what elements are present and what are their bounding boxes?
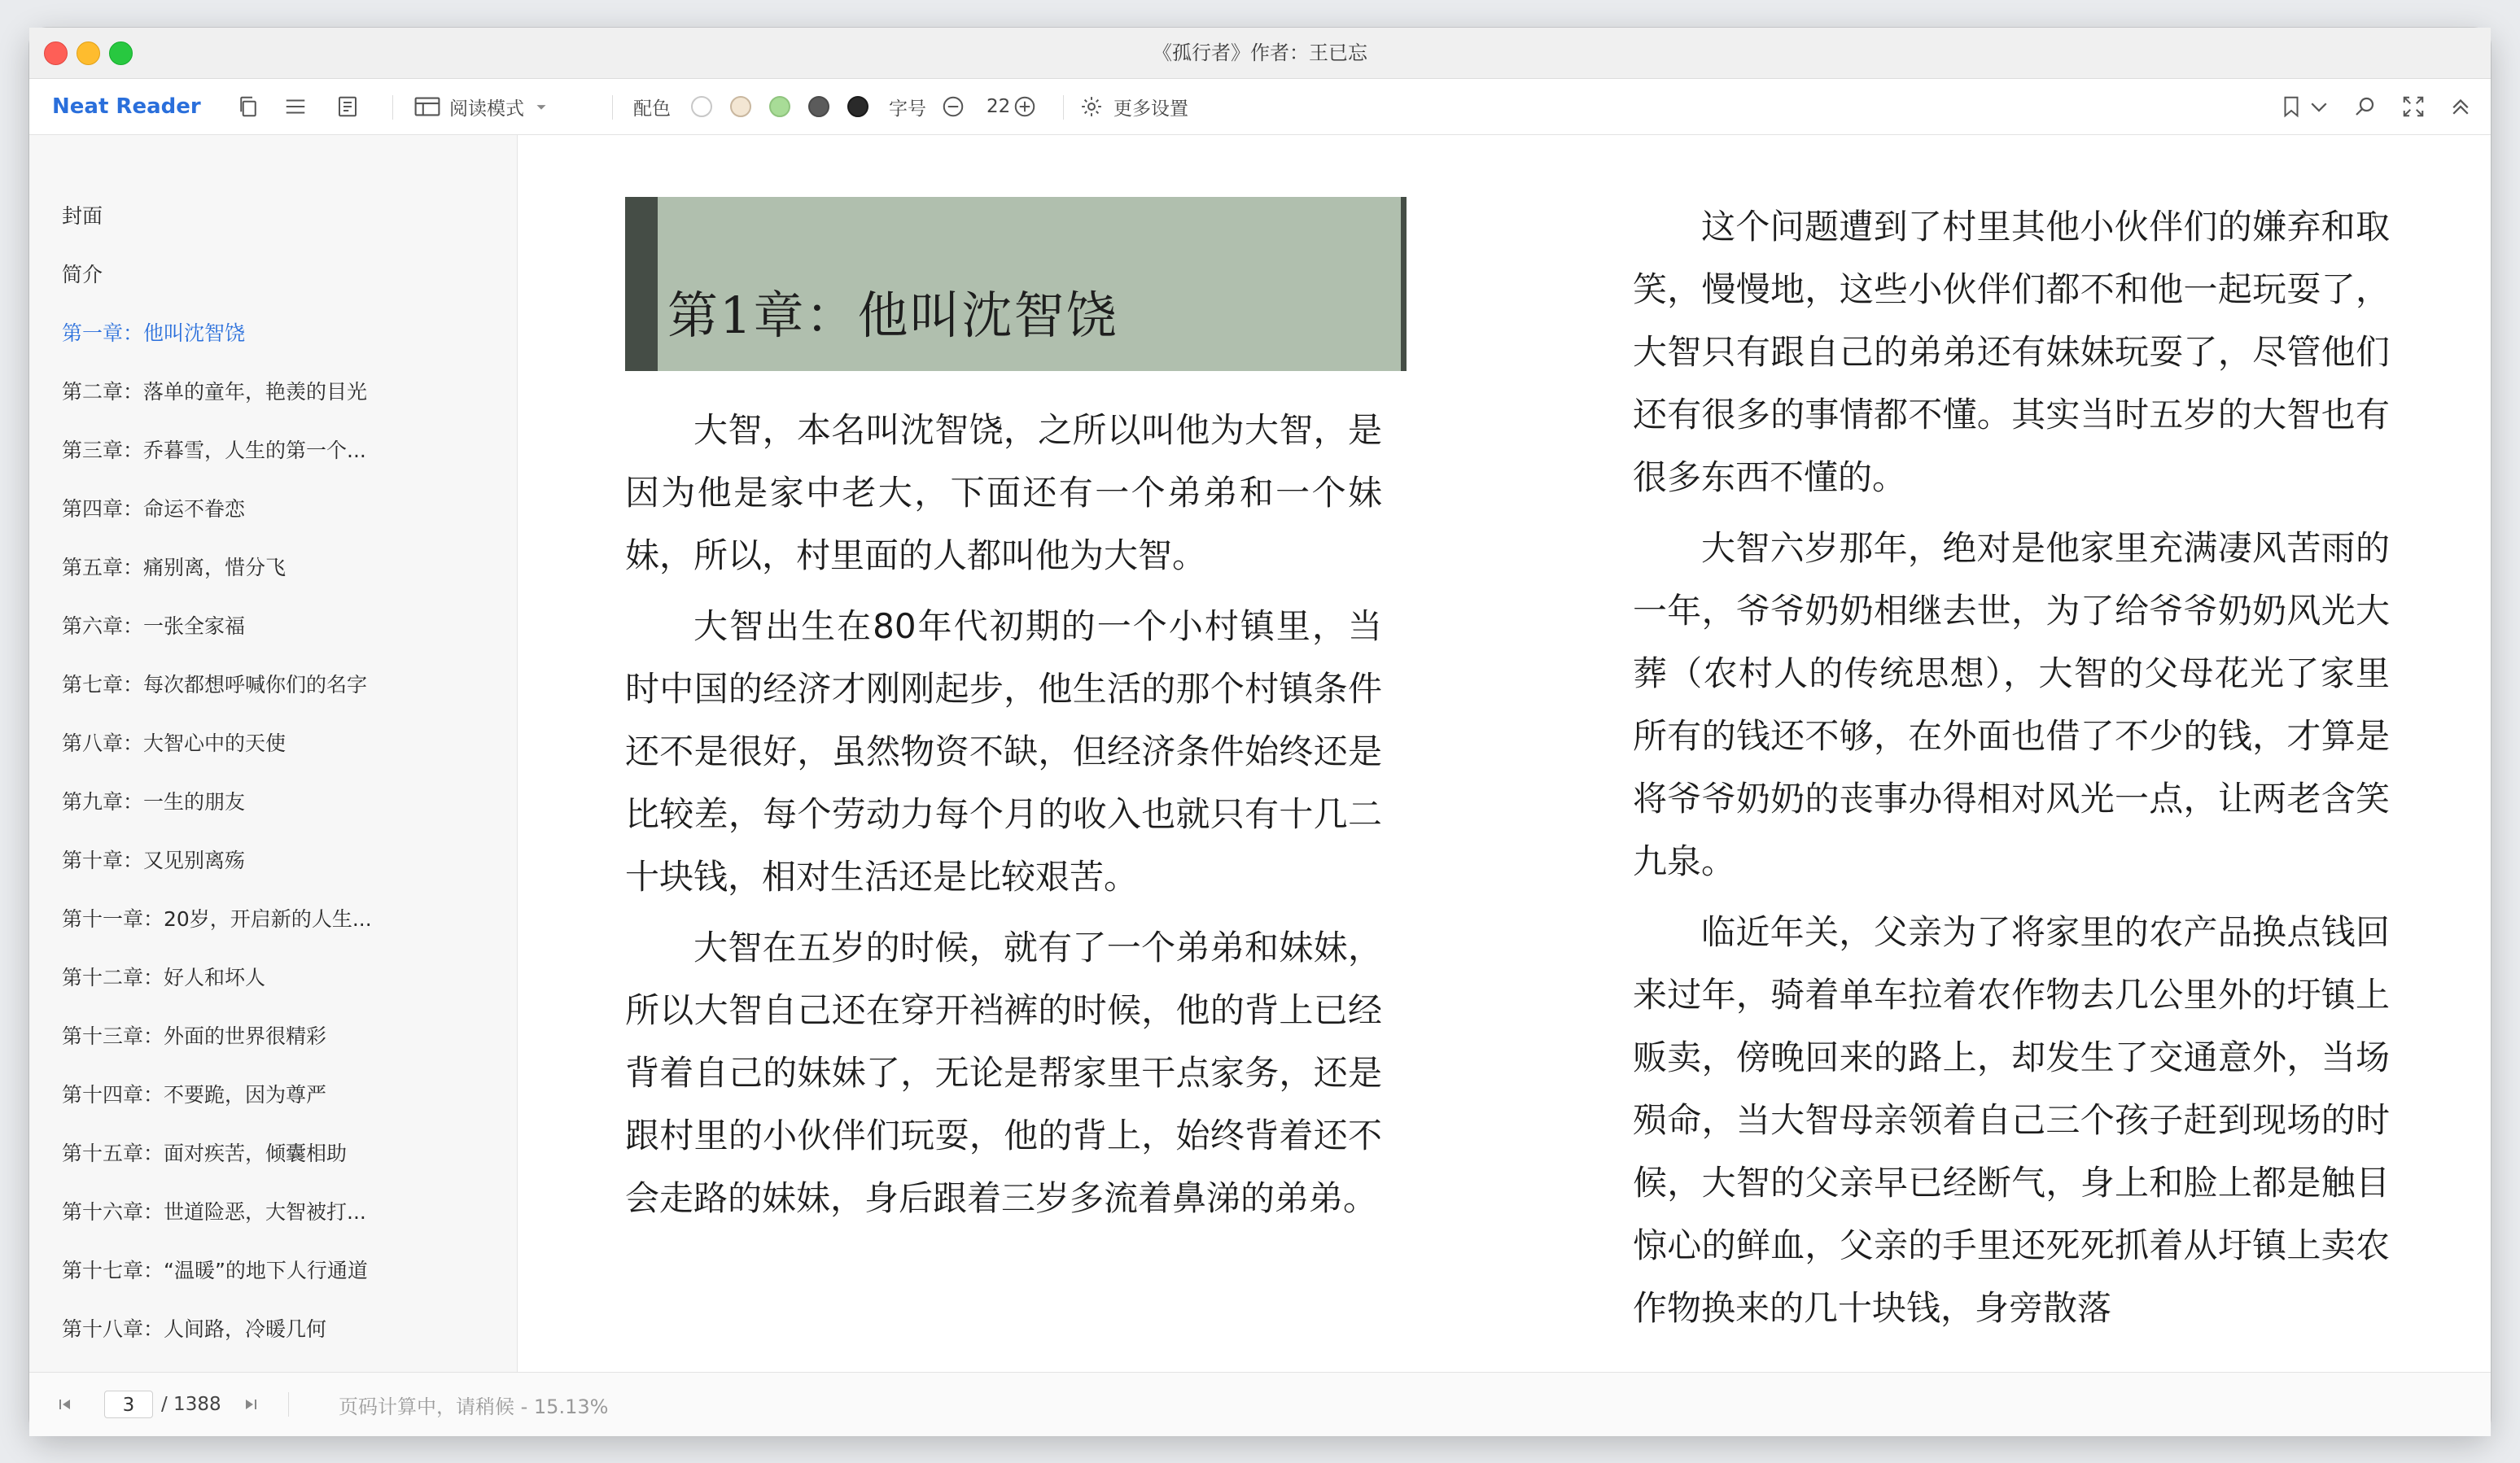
toc-item-chapter-4[interactable]: 第四章：命运不眷恋 [62, 497, 246, 521]
toc-item-chapter-9[interactable]: 第九章：一生的朋友 [62, 790, 246, 814]
more-settings-label: 更多设置 [1113, 98, 1188, 120]
toc-item-chapter-6[interactable]: 第六章：一张全家福 [62, 614, 246, 638]
toolbar [29, 79, 2491, 135]
total-pages: / 1388 [161, 1394, 221, 1415]
color-swatch-black[interactable] [847, 96, 868, 117]
table-of-contents [29, 135, 518, 1372]
page-number-input[interactable]: 3 [104, 1391, 153, 1418]
app-window [29, 28, 2491, 1435]
statusbar-divider [288, 1392, 289, 1417]
toc-item-chapter-10[interactable]: 第十章：又见别离殇 [62, 849, 246, 872]
bookmark-icon[interactable] [2277, 79, 2305, 134]
toc-item-chapter-5[interactable]: 第五章：痛别离，惜分飞 [62, 556, 287, 579]
color-swatch-white[interactable] [691, 96, 712, 117]
toolbar-divider [392, 95, 393, 120]
paragraph: 大智在五岁的时候，就有了一个弟弟和妹妹，所以大智自己还在穿开裆裤的时候，他的背上已经背着自己的妹妹了，无论是帮家里干点家务，还是跟村里的小伙伴们玩耍，他的背上，始终背着还不会走路的妹妹，身后跟着三岁多流着鼻涕的弟弟。 [625, 928, 1382, 1218]
bookmark-dropdown-chevron-icon[interactable] [2305, 79, 2333, 134]
toc-item-chapter-1[interactable]: 第一章：他叫沈智饶 [62, 321, 246, 345]
toc-item-chapter-2[interactable]: 第二章：落单的童年，艳羡的目光 [62, 380, 368, 404]
font-size-label: 字号 [889, 98, 926, 120]
banner-left-bar [625, 197, 658, 371]
app-brand: Neat Reader [52, 94, 201, 119]
chevron-down-icon [532, 98, 550, 116]
window-title: 《孤行者》作者：王已忘 [1153, 41, 1367, 64]
paragraph: 大智六岁那年，绝对是他家里充满凄风苦雨的一年，爷爷奶奶相继去世，为了给爷爷奶奶风光大葬（农村人的传统思想），大智的父母花光了家里所有的钱还不够，在外面也借了不少的钱，才算是将爷爷奶奶的丧事办得相对风光一点，让两老含笑九泉。 [1633, 528, 2390, 881]
more-settings-button[interactable] [1079, 79, 1188, 134]
color-swatch-sepia[interactable] [730, 96, 751, 117]
font-size-value: 22 [987, 96, 1011, 117]
font-increase-icon[interactable] [1011, 79, 1039, 134]
chapter-heading-banner [625, 197, 1407, 371]
toc-item-chapter-11[interactable]: 第十一章：20岁，开启新的人生... [62, 907, 372, 931]
banner-right-bar [1401, 197, 1407, 371]
color-scheme-label: 配色 [633, 98, 671, 120]
toc-item-cover[interactable]: 封面 [62, 204, 103, 228]
right-page-column [1633, 195, 2390, 1347]
pagination-status: 页码计算中，请稍候 - 15.13% [339, 1395, 609, 1418]
toc-item-chapter-14[interactable]: 第十四章：不要跪，因为尊严 [62, 1083, 327, 1107]
toolbar-divider [612, 95, 613, 120]
fullscreen-icon[interactable] [2400, 79, 2427, 134]
font-decrease-icon[interactable] [939, 79, 967, 134]
copy-icon[interactable] [234, 79, 262, 134]
reading-mode-dropdown[interactable] [413, 79, 550, 134]
gear-icon [1079, 94, 1104, 119]
reading-mode-icon [413, 94, 441, 119]
paragraph: 这个问题遭到了村里其他小伙伴们的嫌弃和取笑，慢慢地，这些小伙伴们都不和他一起玩耍了，大智只有跟自己的弟弟还有妹妹玩耍了，尽管他们还有很多的事情都不懂。其实当时五岁的大智也有很多东西不懂的。 [1633, 207, 2390, 497]
status-bar [29, 1372, 2491, 1436]
chapter-title: 第1章：他叫沈智饶 [667, 286, 1118, 345]
toolbar-divider [1063, 95, 1064, 120]
toc-item-chapter-3[interactable]: 第三章：乔暮雪，人生的第一个... [62, 439, 366, 462]
paragraph: 大智出生在80年代初期的一个小村镇里，当时中国的经济才刚刚起步，他生活的那个村镇条件还不是很好，虽然物资不缺，但经济条件始终还是比较差，每个劳动力每个月的收入也就只有十几二十块钱，相对生活还是比较艰苦。 [625, 606, 1382, 897]
last-page-icon[interactable] [241, 1373, 260, 1436]
color-swatch-gray[interactable] [808, 96, 829, 117]
toc-item-chapter-13[interactable]: 第十三章：外面的世界很精彩 [62, 1024, 327, 1048]
color-swatch-green[interactable] [769, 96, 790, 117]
toc-item-chapter-16[interactable]: 第十六章：世道险恶，大智被打... [62, 1200, 366, 1224]
toc-item-intro[interactable]: 简介 [62, 263, 103, 286]
toc-item-chapter-18[interactable]: 第十八章：人间路，冷暖几何 [62, 1317, 327, 1341]
toc-item-chapter-8[interactable]: 第八章：大智心中的天使 [62, 732, 287, 755]
collapse-toolbar-icon[interactable] [2447, 79, 2474, 134]
toc-item-chapter-12[interactable]: 第十二章：好人和坏人 [62, 966, 266, 989]
title-bar [29, 28, 2491, 79]
paragraph: 临近年关，父亲为了将家里的农产品换点钱回来过年，骑着单车拉着农作物去几公里外的圩镇上贩卖，傍晚回来的路上，却发生了交通意外，当场殒命，当大智母亲领着自己三个孩子赶到现场的时候，大智的父亲早已经断气，身上和脸上都是触目惊心的鲜血，父亲的手里还死死抓着从圩镇上卖农作物换来的几十块钱，身旁散落 [1633, 912, 2390, 1328]
toc-list-icon[interactable] [282, 79, 309, 134]
first-page-icon[interactable] [55, 1373, 75, 1436]
toc-item-chapter-7[interactable]: 第七章：每次都想呼喊你们的名字 [62, 673, 368, 697]
toc-item-chapter-17[interactable]: 第十七章：“温暖”的地下人行通道 [62, 1259, 368, 1282]
search-icon[interactable] [2351, 79, 2378, 134]
notes-icon[interactable] [334, 79, 361, 134]
left-page-column [625, 399, 1382, 1238]
reading-mode-label: 阅读模式 [449, 98, 524, 120]
reading-area[interactable] [518, 135, 2491, 1372]
paragraph: 大智，本名叫沈智饶，之所以叫他为大智，是因为他是家中老大，下面还有一个弟弟和一个妹妹，所以，村里面的人都叫他为大智。 [625, 410, 1382, 575]
toc-item-chapter-15[interactable]: 第十五章：面对疾苦，倾囊相助 [62, 1142, 348, 1165]
